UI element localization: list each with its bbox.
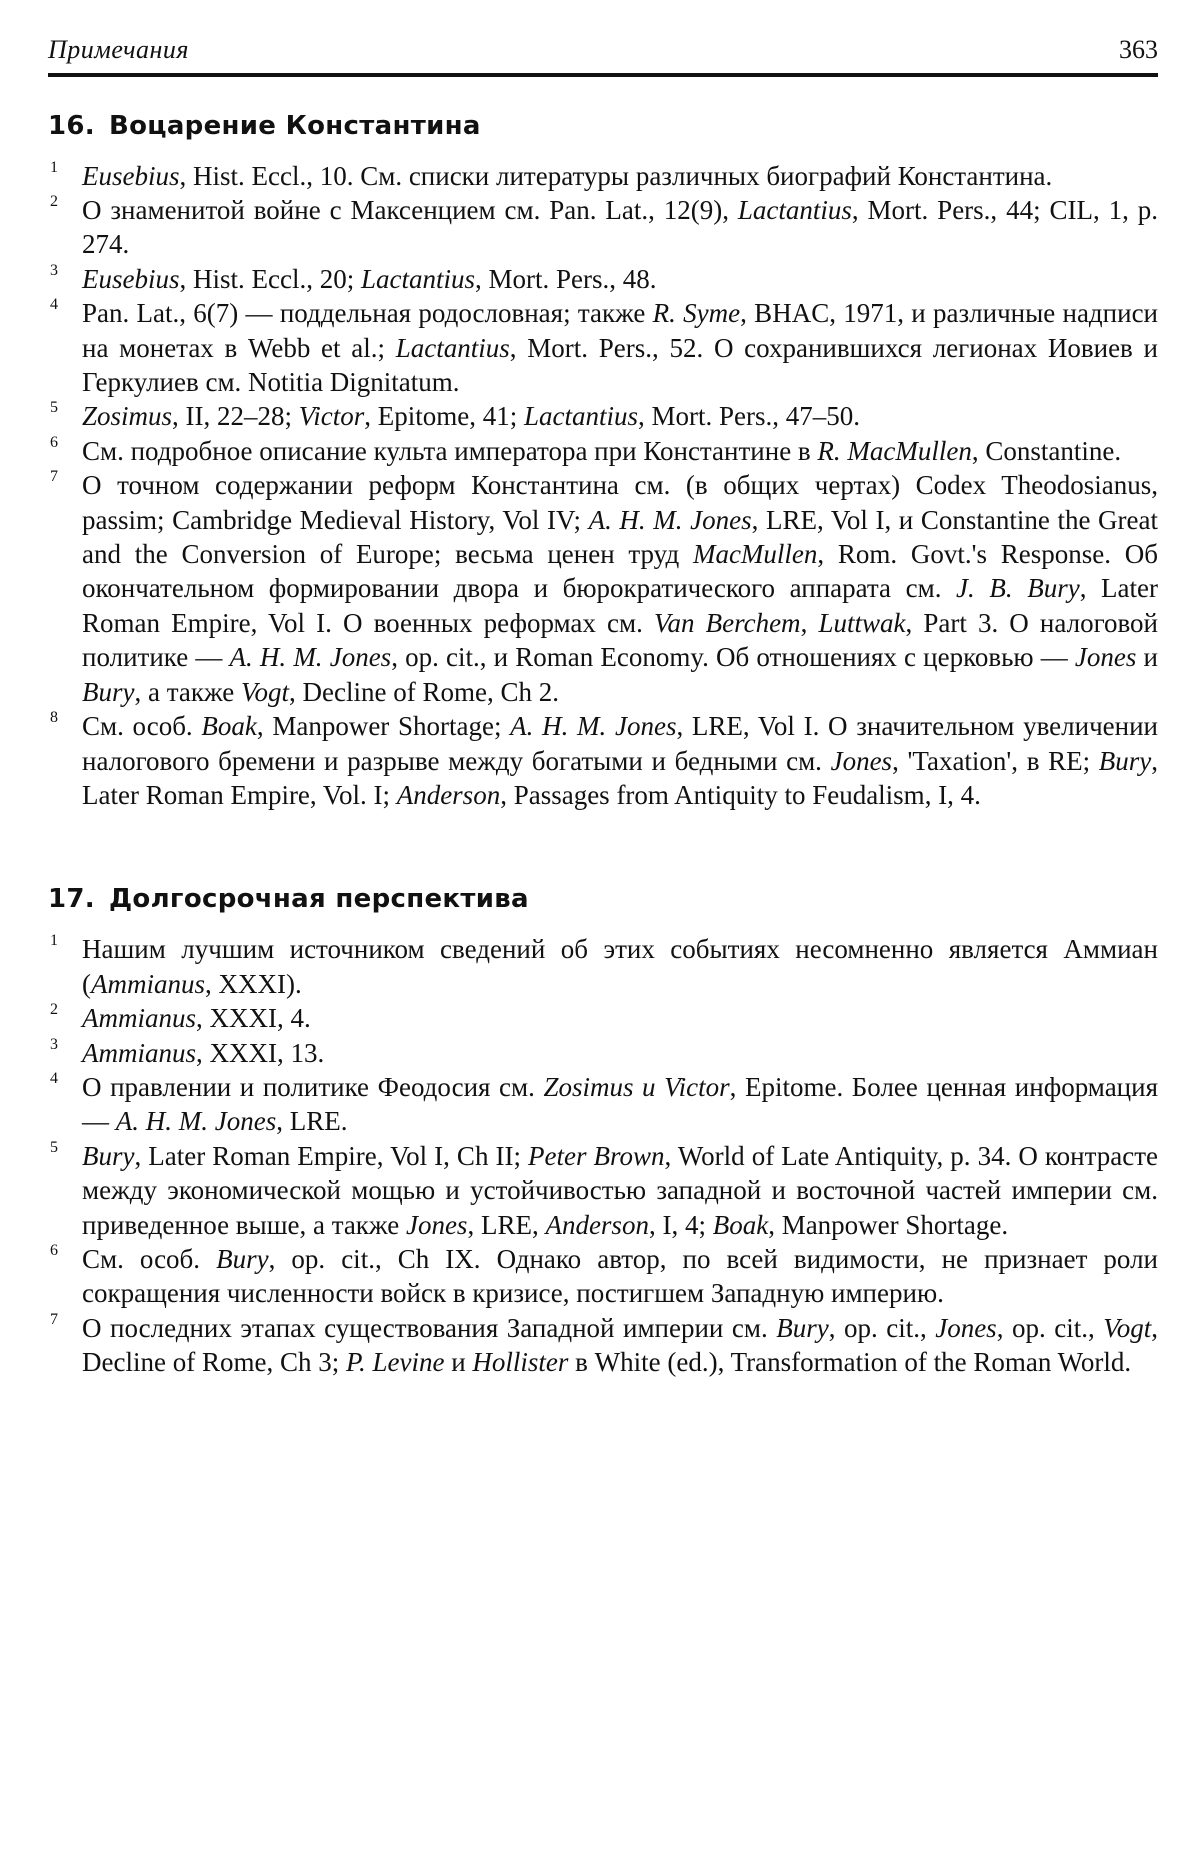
note-fragment: См. особ. [82,711,202,742]
note-fragment: , LRE. [276,1106,348,1137]
note-fragment: , Part 3. О налоговой политике — [82,607,1158,673]
note-fragment: , Passages from Antiquity to Feudalism, I, 4. [500,779,981,810]
citation-author: A. H. M. Jones [229,642,392,673]
note-fragment: , LRE, [467,1209,546,1240]
note-fragment: в White (ed.), Transformation of the Roman World. [568,1347,1132,1378]
note-text [82,193,1158,262]
note-fragment: , Rom. Govt.'s Response. Об окончательном формировании двора и бюрократического аппарата см. [82,539,1158,604]
note-fragment: , I, 4; [648,1209,713,1240]
notes-body [48,111,1158,1380]
book-page [48,36,1158,1380]
note-fragment: , World of Late Antiquity, p. 34. О контрасте между экономической мощью и устойчивостью западной и восточной частей империи см. приведенное выше, а также [82,1140,1159,1240]
section-heading [48,884,1158,914]
section-number: 17. [48,884,95,915]
note-text [82,1001,1158,1035]
note-text [82,468,1158,709]
citation-author: Ammianus [82,1037,196,1068]
page-number: 363 [1119,35,1158,64]
note-item [48,468,1158,709]
note-fragment: , Constantine. [971,435,1122,466]
note-fragment: и [444,1347,473,1378]
citation-author: A. H. M. Jones [510,711,677,742]
citation-author: Luttwak [818,607,906,638]
citation-author: Anderson [545,1209,649,1240]
citation-author: Zosimus и Victor [543,1071,730,1102]
note-fragment: , LRE, Vol I. О значительном увеличении налогового бремени и разрыве между богатыми и бедными см. [82,711,1158,776]
note-fragment: , Mort. Pers., 52. О сохранившихся легионах Иовиев и Геркулиев см. Notitia Dignitatum. [82,332,1158,398]
note-fragment: , op. cit., [828,1312,936,1343]
citation-author: Eusebius [82,263,180,294]
note-item [48,1242,1158,1311]
note-fragment: , Mort. Pers., 47–50. [638,401,860,432]
notes-list [48,159,1158,813]
citation-author: Jones [935,1312,997,1343]
note-marker: 1 [50,932,58,950]
note-fragment: О последних этапах существования Западной империи см. [82,1312,777,1343]
section-heading [48,111,1158,141]
note-item [48,1036,1158,1070]
note-fragment: , Epitome. Более ценная информация — [82,1071,1158,1137]
note-marker: 5 [50,1138,58,1156]
note-fragment: , Later Roman Empire, Vol. I; [82,745,1158,810]
note-item [48,1139,1158,1242]
citation-author: Vogt [240,676,289,707]
note-item [48,193,1158,262]
citation-author: Jones [1074,642,1137,673]
note-fragment: , Epitome, 41; [364,401,524,432]
note-fragment: , Hist. Eccl., 20; [179,263,361,294]
note-text [82,1242,1158,1311]
citation-author: A. H. M. Jones [115,1106,277,1137]
citation-author: MacMullen [692,539,818,570]
note-fragment: , XXXI). [205,968,302,999]
note-text [82,434,1158,468]
note-marker: 3 [50,261,58,279]
notes-list [48,932,1158,1379]
note-item [48,932,1158,1001]
note-fragment: , Decline of Rome, Ch 3; [82,1312,1158,1378]
citation-author: Victor [298,401,365,432]
note-marker: 1 [50,158,58,176]
note-item [48,1001,1158,1035]
note-fragment: , 'Taxation', в RE; [892,745,1099,776]
note-fragment: См. особ. [82,1243,217,1274]
citation-author: Eusebius [82,160,180,191]
note-fragment: , Hist. Eccl., 10. См. списки литературы различных биографий Константина. [179,160,1053,191]
note-text [82,296,1158,399]
note-text [82,709,1158,812]
note-marker: 6 [50,1241,58,1259]
note-fragment: Нашим лучшим источником сведений об этих событиях несомненно является Аммиан ( [82,934,1158,999]
note-item [48,1070,1158,1139]
citation-author: Ammianus [82,1003,196,1034]
note-marker: 4 [50,1069,58,1087]
note-fragment: , Mort. Pers., 44; CIL, 1, p. 274. [82,195,1158,260]
section-number: 16. [48,110,95,141]
note-fragment: См. подробное описание культа императора при Константине в [82,435,818,466]
citation-author: Zosimus [82,401,173,432]
note-fragment: Pan. Lat., 6(7) — поддельная родословная; также [82,298,653,329]
running-head: Примечания [48,35,189,64]
citation-author: Hollister [472,1347,569,1378]
citation-author: Boak [712,1209,769,1240]
citation-author: Vogt [1103,1312,1152,1343]
note-item [48,399,1158,433]
citation-author: Lactantius [360,263,475,294]
note-fragment: , Manpower Shortage; [256,711,511,742]
citation-author: Jones [830,745,893,776]
note-item [48,709,1158,812]
citation-author: R. Syme [652,298,741,329]
note-marker: 8 [50,709,58,727]
note-text [82,159,1158,193]
note-fragment: О знаменитой войне с Максенцием см. Pan. Lat., 12(9), [82,195,738,225]
note-fragment: , а также [134,676,241,707]
note-text [82,932,1158,1001]
citation-author: P. Levine [345,1347,445,1378]
note-fragment: , Decline of Rome, Ch 2. [289,676,559,707]
note-marker: 2 [50,193,58,210]
citation-author: R. MacMullen [817,435,972,466]
note-item [48,1311,1158,1380]
note-marker: 3 [50,1035,58,1053]
note-fragment: и [1136,642,1158,673]
citation-author: Lactantius [395,332,510,363]
note-fragment: , [800,607,819,638]
citation-author: Bury [82,1140,135,1171]
note-item [48,434,1158,468]
citation-author: Lactantius [523,401,638,432]
note-text [82,1036,1158,1070]
citation-author: Boak [201,711,257,742]
note-fragment: , op. cit., [996,1312,1104,1343]
note-fragment: О точном содержании реформ Константина см. (в общих чертах) Codex Theodosianus, passim; Cambridge Medieval History, Vol IV; [82,470,1158,535]
citation-author: J. B. Bury [956,573,1080,604]
note-item [48,296,1158,399]
citation-author: Bury [1098,745,1152,776]
note-fragment: , Later Roman Empire, Vol I, Ch II; [134,1140,529,1171]
citation-author: Van Berchem [653,607,801,638]
citation-author: Lactantius [737,195,852,225]
note-fragment: , op. cit., и Roman Economy. Об отношениях с церковью — [391,642,1075,673]
note-marker: 6 [50,433,58,451]
note-fragment: , Mort. Pers., 48. [475,263,657,294]
citation-author: Jones [405,1209,468,1240]
citation-author: Bury [82,676,135,707]
citation-author: Peter Brown [528,1140,665,1171]
note-fragment: , II, 22–28; [172,401,299,432]
section-2 [48,884,1158,1379]
note-item [48,159,1158,193]
note-marker: 7 [50,1310,58,1328]
note-text [82,1070,1158,1139]
header-rule [48,73,1158,77]
note-marker: 2 [50,1001,58,1019]
section-title: Воцарение Константина [108,110,481,141]
note-fragment: О правлении и политике Феодосия см. [82,1071,544,1102]
note-text [82,262,1158,296]
citation-author: Ammianus [91,968,205,999]
note-text [82,1311,1158,1380]
section-title: Долгосрочная перспектива [108,884,529,915]
note-fragment: , Later Roman Empire, Vol I. О военных реформах см. [82,573,1158,638]
note-text [82,399,1158,433]
note-text [82,1139,1158,1242]
citation-author: Bury [216,1243,269,1274]
note-fragment: , XXXI, 13. [196,1037,325,1068]
note-fragment: , op. cit., Ch IX. Однако автор, по всей видимости, не признает роли сокращения численности войск в кризисе, постигшем Западную империю. [82,1243,1158,1309]
note-fragment: , BHAC, 1971, и различные надписи на монетах в Webb et al.; [82,298,1158,363]
citation-author: Bury [776,1312,829,1343]
note-marker: 5 [50,399,58,417]
section-1 [48,111,1158,813]
note-fragment: , XXXI, 4. [196,1003,311,1034]
citation-author: A. H. M. Jones [588,504,752,535]
running-header [48,36,1158,73]
note-marker: 4 [50,296,58,314]
note-item [48,262,1158,296]
note-marker: 7 [50,468,58,486]
note-fragment: , Manpower Shortage. [768,1209,1009,1240]
citation-author: Anderson [396,779,501,810]
note-fragment: , LRE, Vol I, и Constantine the Great and the Conversion of Europe; весьма ценен труд [82,504,1158,570]
